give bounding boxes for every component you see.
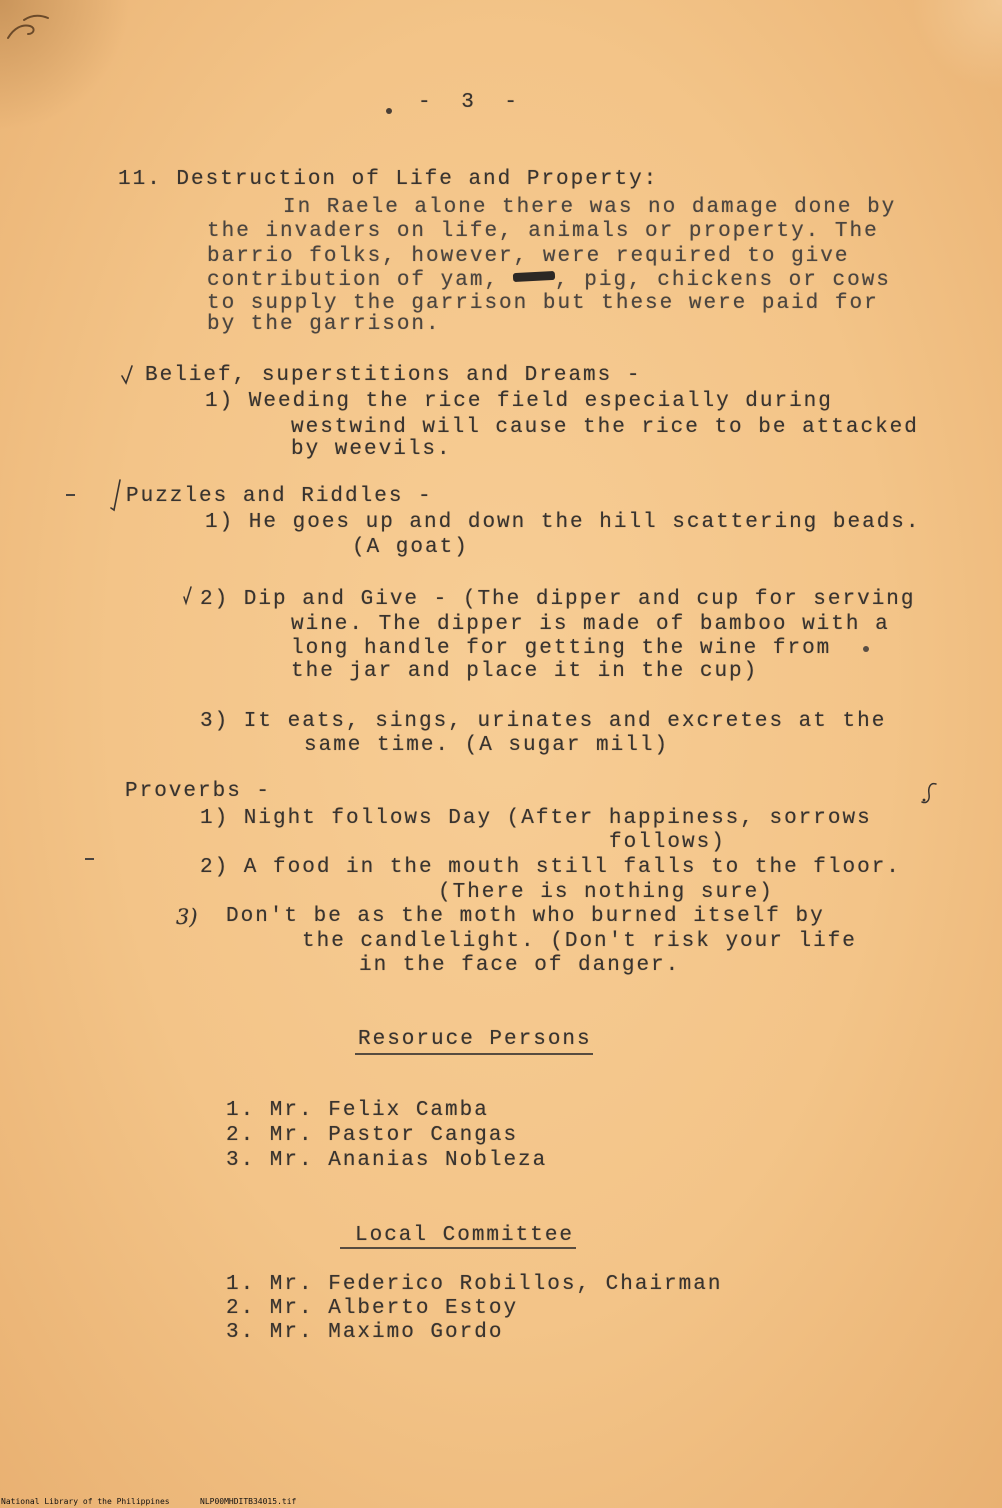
footer-library: National Library of the Philippines <box>1 1497 170 1506</box>
heading-underline <box>340 1247 576 1249</box>
proverb-line: follows) <box>609 831 726 854</box>
resource-persons-heading: Resoruce Persons <box>358 1028 592 1051</box>
committee-member: 2. Mr. Alberto Estoy <box>226 1297 519 1320</box>
local-committee-heading: Local Committee <box>355 1224 575 1247</box>
destruction-line: barrio folks, however, were required to give <box>207 245 850 268</box>
riddle-line: 2) Dip and Give - (The dipper and cup for serving <box>200 588 916 611</box>
destruction-line-part: , pig, chickens or cows <box>555 269 891 292</box>
check-mark-icon <box>108 478 124 512</box>
handwritten-mark-icon <box>918 780 940 806</box>
riddle-line: 3) It eats, sings, urinates and excretes at the <box>200 710 887 733</box>
belief-item-line: by weevils. <box>291 438 452 461</box>
destruction-line <box>207 269 891 293</box>
heading-underline <box>355 1053 593 1055</box>
riddle-line: long handle for getting the wine from <box>291 637 832 660</box>
belief-item-line: 1) Weeding the rice field especially during <box>205 390 833 413</box>
resource-person: 3. Mr. Ananias Nobleza <box>226 1149 548 1172</box>
proverb-line: 1) Night follows Day (After happiness, sorrows <box>200 807 872 830</box>
ink-dot <box>863 646 869 652</box>
page-number: - 3 - <box>418 91 520 114</box>
proverbs-heading: Proverbs - <box>125 780 272 803</box>
corner-scribble-icon <box>4 10 54 44</box>
destruction-line: to supply the garrison but these were paid for <box>207 292 879 315</box>
proverb-line: the candlelight. (Don't risk your life <box>302 930 857 953</box>
destruction-line: the invaders on life, animals or property. The <box>207 220 879 243</box>
proverb-line: (There is nothing sure) <box>438 881 774 904</box>
margin-dash <box>66 494 75 496</box>
committee-member: 1. Mr. Federico Robillos, Chairman <box>226 1273 723 1296</box>
destruction-line: by the garrison. <box>207 313 441 336</box>
resource-person: 2. Mr. Pastor Cangas <box>226 1124 519 1147</box>
resource-person: 1. Mr. Felix Camba <box>226 1099 489 1122</box>
margin-dash <box>85 858 94 860</box>
check-mark-icon <box>182 585 194 607</box>
destruction-heading: 11. Destruction of Life and Property: <box>118 168 659 191</box>
riddle-line: same time. (A sugar mill) <box>304 734 670 757</box>
riddle-answer: (A goat) <box>352 536 469 559</box>
footer-filename: NLP00MHDITB34015.tif <box>200 1497 297 1506</box>
proverb-line: 2) A food in the mouth still falls to the floor. <box>200 856 901 879</box>
proverb-line: in the face of danger. <box>359 954 681 977</box>
belief-heading: Belief, superstitions and Dreams - <box>145 364 642 387</box>
proverb-line: Don't be as the moth who burned itself by <box>226 905 825 928</box>
proverb-number-handwritten: 3) <box>176 905 198 929</box>
puzzles-heading: Puzzles and Riddles - <box>126 485 433 508</box>
committee-member: 3. Mr. Maximo Gordo <box>226 1321 504 1344</box>
belief-item-line: westwind will cause the rice to be attacked <box>291 416 919 439</box>
riddle-line: the jar and place it in the cup) <box>291 660 759 683</box>
destruction-line-part: contribution of yam, <box>207 269 500 292</box>
struck-out-word <box>513 271 555 282</box>
destruction-line: In Raele alone there was no damage done by <box>283 196 897 219</box>
check-mark-icon <box>120 364 136 386</box>
ink-spot <box>386 108 392 114</box>
riddle-line: 1) He goes up and down the hill scattering beads. <box>205 511 921 534</box>
riddle-line: wine. The dipper is made of bamboo with a <box>291 613 890 636</box>
